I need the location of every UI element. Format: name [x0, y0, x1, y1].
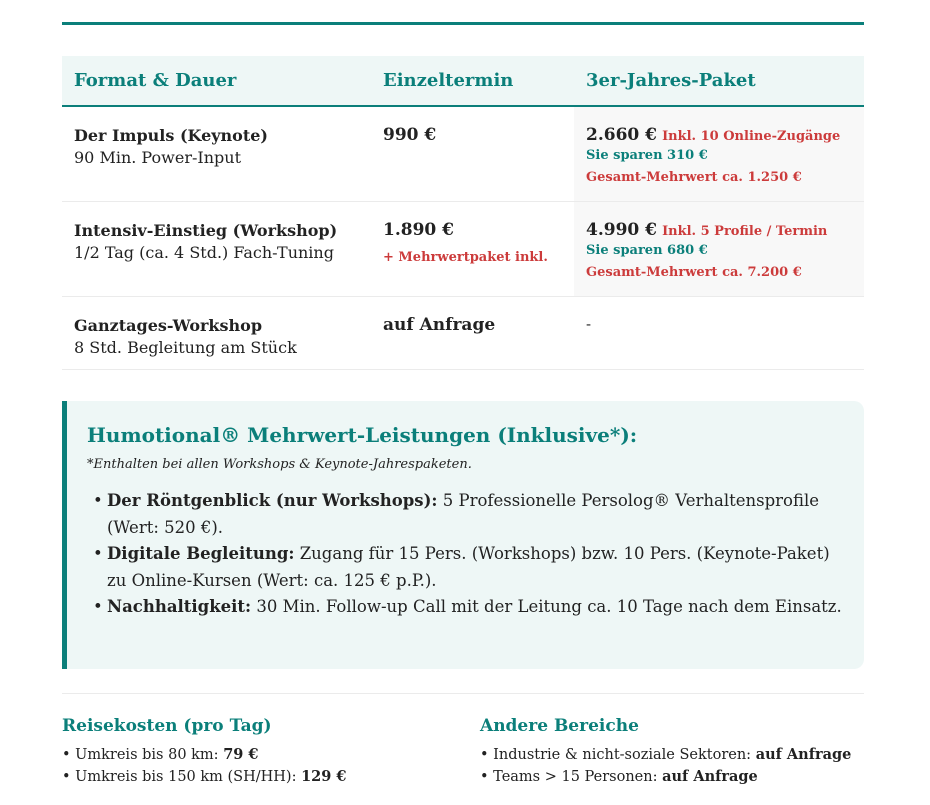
package-cell — [574, 296, 864, 369]
bullet-icon: • — [93, 544, 103, 563]
format-subtitle: 90 Min. Power-Input — [74, 148, 241, 167]
single-price-cell — [371, 296, 574, 369]
travel-item-label: • Umkreis bis 150 km (SH/HH): — [62, 769, 302, 785]
other-areas-list — [480, 744, 870, 788]
list-item — [62, 744, 462, 766]
section-divider — [62, 693, 864, 694]
travel-costs-list — [62, 744, 462, 788]
list-item — [93, 488, 844, 541]
table-header-row — [62, 56, 864, 106]
single-price: 990 € — [383, 125, 437, 145]
package-savings: Sie sparen 680 € — [586, 242, 708, 258]
package-cell — [574, 106, 864, 201]
package-savings: Sie sparen 310 € — [586, 148, 708, 163]
bullet-icon: • — [93, 597, 103, 616]
format-title: Intensiv-Einstieg (Workshop) — [74, 220, 338, 240]
package-total-value: Gesamt-Mehrwert ca. 1.250 € — [586, 170, 802, 185]
bullet-icon: • — [93, 491, 103, 510]
format-title: Ganztages-Workshop — [74, 315, 262, 335]
pricing-table — [62, 56, 864, 370]
header-package: 3er-Jahres-Paket — [574, 56, 864, 106]
benefit-label: Der Röntgenblick (nur Workshops): — [107, 491, 438, 510]
single-price-cell — [371, 106, 574, 201]
other-item-value: auf Anfrage — [755, 746, 852, 763]
package-cell — [574, 201, 864, 296]
single-price-cell — [371, 201, 574, 296]
benefits-title: Humotional® Mehrwert-Leistungen (Inklusive*): — [87, 423, 638, 447]
other-item-value: auf Anfrage — [662, 768, 758, 785]
table-row — [62, 296, 864, 369]
header-format: Format & Dauer — [62, 56, 371, 106]
travel-item-value: 129 € — [301, 768, 347, 785]
other-item-label: • Teams > 15 Personen: — [480, 769, 663, 785]
other-item-label: • Industrie & nicht-soziale Sektoren: — [480, 747, 756, 763]
single-price: auf Anfrage — [383, 314, 496, 335]
benefits-box — [62, 401, 864, 669]
format-cell — [62, 201, 371, 296]
package-price: 2.660 € — [586, 125, 657, 145]
header-single: Einzeltermin — [371, 56, 574, 106]
travel-costs-section — [62, 714, 462, 788]
benefits-footnote: *Enthalten bei allen Workshops & Keynote-Jahrespaketen. — [87, 457, 472, 472]
format-subtitle: 1/2 Tag (ca. 4 Std.) Fach-Tuning — [74, 242, 334, 262]
list-item — [480, 766, 870, 788]
benefit-label: Digitale Begleitung: — [107, 544, 295, 563]
package-total-value: Gesamt-Mehrwert ca. 7.200 € — [586, 264, 802, 280]
benefits-list — [87, 488, 844, 621]
list-item — [93, 541, 844, 594]
travel-item-value: 79 € — [223, 746, 259, 763]
other-areas-section — [480, 714, 870, 788]
travel-costs-title: Reisekosten (pro Tag) — [62, 716, 272, 736]
package-price: 4.990 € — [586, 219, 657, 240]
other-areas-title: Andere Bereiche — [480, 716, 639, 736]
benefit-text: 30 Min. Follow-up Call mit der Leitung ca. 10 Tage nach dem Einsatz. — [251, 597, 842, 616]
list-item — [62, 766, 462, 788]
package-inclusion: Inkl. 5 Profile / Termin — [662, 223, 828, 239]
travel-item-label: • Umkreis bis 80 km: — [62, 747, 224, 763]
single-price: 1.890 € — [383, 219, 454, 240]
table-row — [62, 106, 864, 201]
format-cell — [62, 106, 371, 201]
package-empty-dash: - — [586, 314, 592, 333]
format-cell — [62, 296, 371, 369]
format-subtitle: 8 Std. Begleitung am Stück — [74, 337, 297, 357]
benefit-label: Nachhaltigkeit: — [107, 597, 252, 616]
benefit-text: Zugang für 15 Pers. (Workshops) bzw. 10 Pers. (Keynote-Paket) zu Online-Kursen (Wert: ca. 125 € p.P.). — [107, 544, 830, 590]
list-item — [93, 594, 844, 621]
list-item — [480, 744, 870, 766]
package-inclusion: Inkl. 10 Online-Zugänge — [662, 129, 841, 144]
format-title: Der Impuls (Keynote) — [74, 126, 268, 145]
benefit-text: 5 Professionelle Persolog® Verhaltensprofile (Wert: 520 €). — [107, 491, 820, 537]
top-accent-rule — [62, 22, 864, 25]
table-row — [62, 201, 864, 296]
single-price-note: + Mehrwertpaket inkl. — [383, 249, 548, 265]
